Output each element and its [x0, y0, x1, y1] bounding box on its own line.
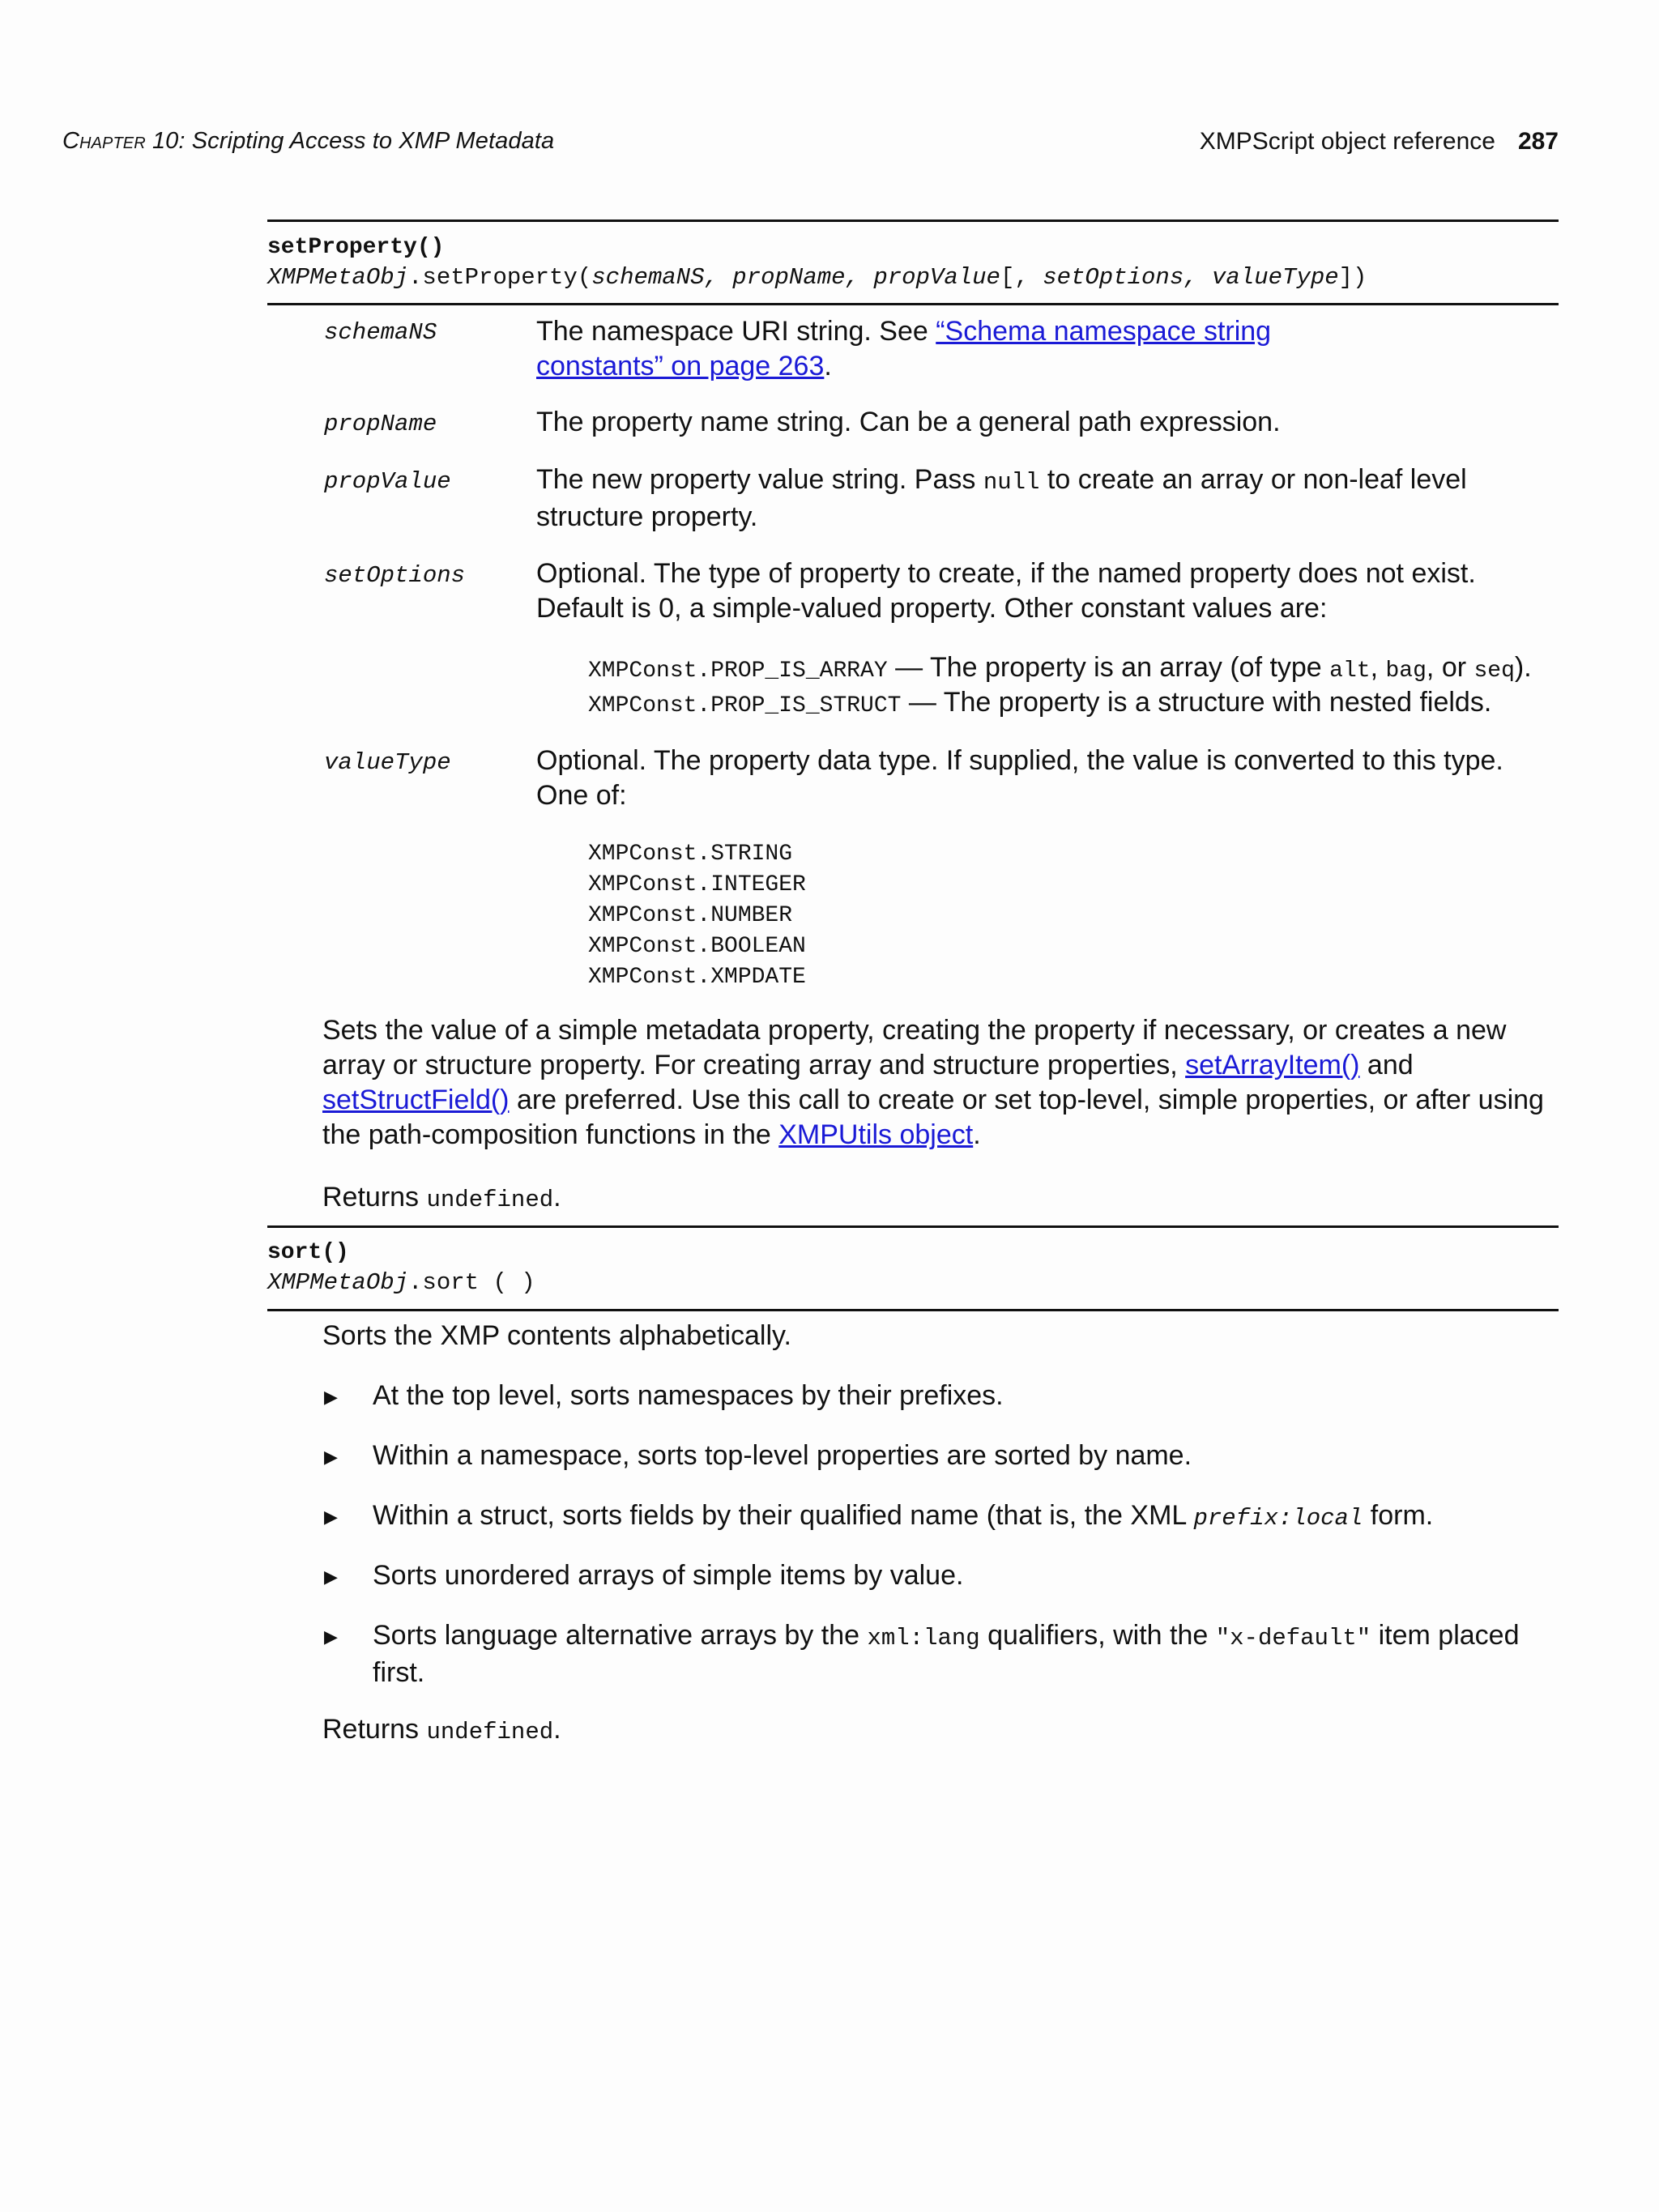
desc-text: and	[1359, 1050, 1414, 1080]
desc-text: are preferred. Use this call to create or set top-level, simple properties, or after using the path-composition functions in the	[322, 1085, 1544, 1150]
returns-code: undefined	[426, 1187, 554, 1213]
header-right	[1200, 128, 1559, 156]
rule-setproperty-params	[267, 303, 1559, 305]
value-type-item: XMPConst.STRING	[588, 842, 793, 867]
bullet-marker: ▶	[324, 1447, 338, 1467]
code-seq: seq	[1473, 658, 1515, 684]
setproperty-syntax	[267, 262, 1367, 292]
bullet-marker: ▶	[324, 1566, 338, 1587]
sort-bullet-3	[373, 1498, 1559, 1536]
constant-text: — The property is a structure with nested fields.	[901, 687, 1492, 718]
rule-top-sort	[267, 1225, 1559, 1228]
constant-prop-is-struct	[588, 687, 1491, 718]
xmputils-object-link[interactable]: XMPUtils object	[778, 1119, 974, 1150]
sort-bullet-2: Within a namespace, sorts top-level properties are sorted by name.	[373, 1440, 1192, 1471]
constant-text: ,	[1370, 652, 1386, 683]
desc-text: to create an array or non-leaf level structure property.	[536, 464, 1467, 532]
syntax-open-bracket: [,	[1000, 264, 1043, 291]
syntax-args: schemaNS, propName, propValue	[591, 264, 1000, 291]
constant-code: XMPConst.PROP_IS_STRUCT	[588, 693, 902, 718]
page-header	[62, 128, 1559, 160]
constant-prop-is-array	[588, 652, 1532, 684]
code-alt: alt	[1329, 658, 1371, 684]
param-desc-schemans	[536, 314, 1367, 384]
code-null: null	[983, 469, 1040, 496]
bullet-marker: ▶	[324, 1626, 338, 1647]
sort-returns	[322, 1712, 1559, 1750]
param-name-schemans: schemaNS	[324, 319, 437, 346]
syntax-method: .setProperty(	[408, 264, 592, 291]
returns-label: Returns	[322, 1182, 427, 1213]
param-desc-valuetype: Optional. The property data type. If supplied, the value is converted to this type. One of:	[536, 745, 1503, 811]
param-desc-propvalue	[536, 462, 1559, 535]
returns-code: undefined	[426, 1719, 554, 1745]
constant-text: — The property is an array (of type	[887, 652, 1330, 683]
rule-sort-body	[267, 1309, 1559, 1311]
desc-text: Sets the value of a simple metadata property, creating the property if necessary, or creates a new array or structure property. For creating array and structure properties,	[322, 1015, 1507, 1080]
value-type-item: XMPConst.BOOLEAN	[588, 934, 806, 959]
constant-code: XMPConst.PROP_IS_ARRAY	[588, 658, 888, 684]
syntax-object: XMPMetaObj	[267, 264, 409, 291]
value-type-item: XMPConst.NUMBER	[588, 903, 793, 928]
sort-bullet-4: Sorts unordered arrays of simple items by value.	[373, 1560, 964, 1591]
desc-text: The namespace URI string. See	[536, 316, 936, 347]
code-x-default: "x-default"	[1215, 1625, 1371, 1652]
returns-label: Returns	[322, 1714, 427, 1745]
sort-signature	[267, 1238, 535, 1298]
param-name-propname: propName	[324, 411, 437, 437]
returns-end: .	[553, 1182, 561, 1213]
setproperty-description	[322, 1013, 1559, 1153]
bullet-text: qualifiers, with the	[979, 1620, 1216, 1651]
setarrayitem-link[interactable]: setArrayItem()	[1185, 1050, 1360, 1080]
code-prefix-local: prefix:local	[1193, 1505, 1363, 1532]
syntax-optional-args: setOptions, valueType	[1043, 264, 1339, 291]
setproperty-signature	[267, 232, 1367, 292]
chapter-prefix: Chapter	[62, 128, 146, 154]
schema-namespace-link[interactable]: “Schema namespace string constants” on page 263	[536, 316, 1272, 381]
chapter-title	[62, 128, 554, 155]
sort-bullet-5	[373, 1618, 1559, 1690]
setproperty-name: setProperty()	[267, 235, 445, 260]
chapter-text: 10: Scripting Access to XMP Metadata	[151, 128, 555, 154]
sort-bullet-1: At the top level, sorts namespaces by their prefixes.	[373, 1380, 1004, 1411]
value-type-item: XMPConst.XMPDATE	[588, 965, 806, 990]
section-title: XMPScript object reference	[1199, 128, 1495, 155]
setproperty-returns	[322, 1180, 1559, 1217]
desc-text: .	[824, 351, 832, 381]
returns-end: .	[553, 1714, 561, 1745]
bullet-text: form.	[1363, 1500, 1434, 1531]
setstructfield-link[interactable]: setStructField()	[322, 1085, 510, 1115]
param-name-setoptions: setOptions	[324, 562, 466, 589]
constant-text: ).	[1514, 652, 1532, 683]
param-desc-propname: The property name string. Can be a general path expression.	[536, 407, 1281, 437]
bullet-text: Sorts language alternative arrays by the	[373, 1620, 868, 1651]
param-desc-setoptions: Optional. The type of property to create, if the named property does not exist. Default is 0, a simple-valued property. Other constant values are:	[536, 558, 1476, 624]
param-name-propvalue: propValue	[324, 468, 451, 495]
syntax-object: XMPMetaObj	[267, 1269, 409, 1296]
syntax-close: ])	[1338, 264, 1367, 291]
rule-top-setproperty	[267, 219, 1559, 222]
value-type-list	[588, 839, 806, 993]
value-type-item: XMPConst.INTEGER	[588, 872, 806, 897]
page-number: 287	[1517, 128, 1559, 155]
sort-name: sort()	[267, 1240, 349, 1265]
param-name-valuetype: valueType	[324, 749, 451, 776]
code-bag: bag	[1385, 658, 1427, 684]
desc-text: The new property value string. Pass	[536, 464, 983, 495]
code-xml-lang: xml:lang	[867, 1625, 980, 1652]
bullet-marker: ▶	[324, 1387, 338, 1407]
sort-description: Sorts the XMP contents alphabetically.	[322, 1320, 791, 1351]
bullet-text: item placed first.	[373, 1620, 1520, 1688]
sort-syntax	[267, 1268, 535, 1298]
desc-text: .	[973, 1119, 981, 1150]
bullet-marker: ▶	[324, 1507, 338, 1527]
syntax-method: .sort ( )	[408, 1269, 535, 1296]
constant-text: , or	[1426, 652, 1474, 683]
bullet-text: Within a struct, sorts fields by their qualified name (that is, the XML	[373, 1500, 1194, 1531]
